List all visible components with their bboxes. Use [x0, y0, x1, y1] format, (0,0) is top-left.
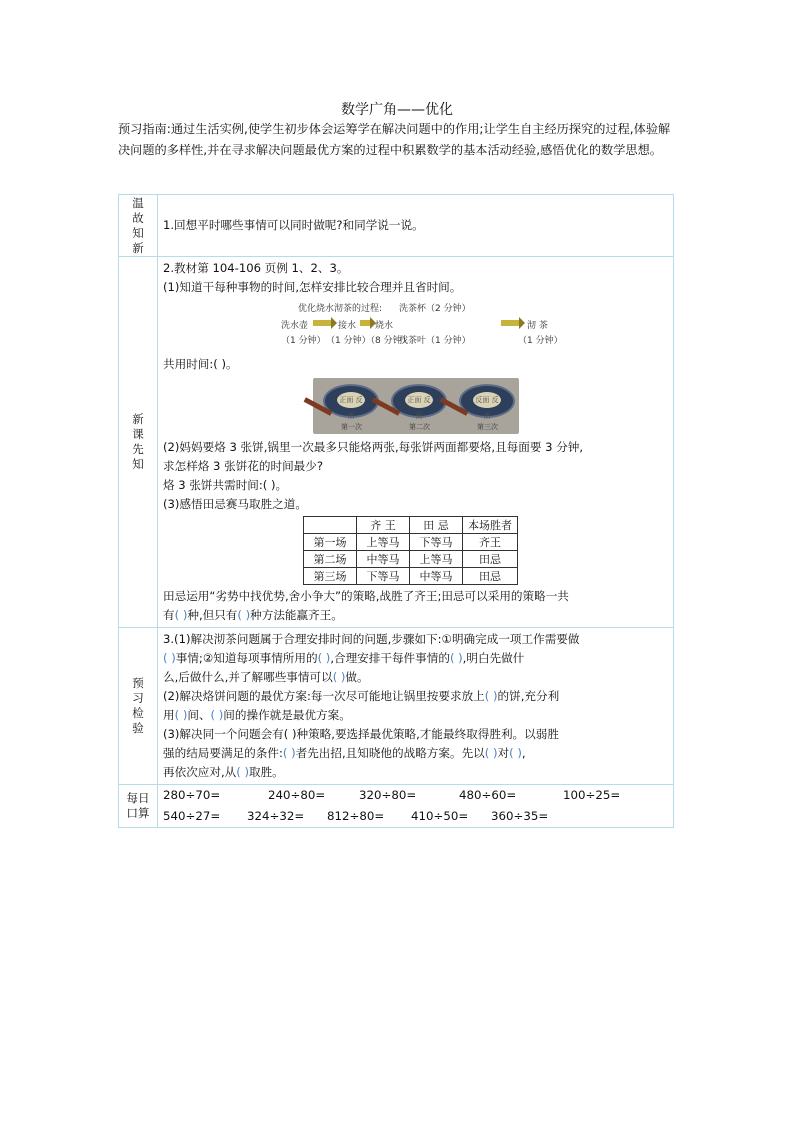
- answer-blank[interactable]: ( ): [449, 651, 463, 665]
- flow-time-3: （8 分钟）: [366, 336, 411, 346]
- review-question: 1.回想平时哪些事情可以同时做呢?和同学说一说。: [163, 218, 424, 232]
- worksheet-table: [118, 194, 674, 828]
- preview-guide: 预习指南:通过生活实例,使学生初步体会运筹学在解决问题中的作用;让学生自主经历探究的过程,体验解决问题的多样性,并在寻求解决问题最优方案的过程中积累数学的基本活动经验,感悟优化的数学思想。: [118, 122, 671, 157]
- section-label-oral: 每日口算: [119, 785, 158, 828]
- pan-caption-1: 第一次: [341, 423, 362, 431]
- question-2a: (2)妈妈要烙 3 张饼,锅里一次最多只能烙两张,每张饼两面都要烙,且每面要 3 分钟,: [163, 440, 584, 454]
- table-header: 齐 王 田 忌 本场胜者: [304, 517, 518, 534]
- tea-flowchart: [163, 299, 673, 351]
- strategy-text-2: 有( )种,但只有( )种方法能赢齐王。: [163, 608, 343, 622]
- flow-wash-cups: 洗茶杯（2 分钟）: [399, 304, 471, 314]
- table-row: 第一场 上等马 下等马 齐王: [304, 534, 518, 551]
- textbook-ref: 2.教材第 104-106 页例 1、2、3。: [163, 261, 349, 275]
- flow-time-2: （1 分钟）: [326, 336, 371, 346]
- answer-blank[interactable]: ( ): [282, 746, 296, 760]
- oral-cell: [158, 785, 674, 828]
- answer-blank[interactable]: ( ): [484, 746, 498, 760]
- check-line-1: 3.(1)解决沏茶问题属于合理安排时间的问题,步骤如下:①明确完成一项工作需要做: [163, 632, 580, 646]
- answer-blank[interactable]: ( ): [210, 708, 224, 722]
- answer-blank[interactable]: ( ): [484, 689, 498, 703]
- page-title: 数学广角——优化: [341, 102, 453, 118]
- check-line-3: 么,后做什么,并了解哪些事情可以( )做。: [163, 670, 369, 684]
- check-line-2: ( )事情;②知道每项事情所用的( ),合理安排干每件事情的( ),明白先做什: [163, 651, 525, 665]
- check-cell: [158, 628, 674, 785]
- answer-blank[interactable]: ( ): [236, 765, 249, 779]
- flow-wash-kettle: 洗水壶: [281, 321, 309, 331]
- check-line-6: (3)解决同一个问题会有( )种策略,要选择最优策略,才能最终取得胜利。以弱胜: [163, 727, 559, 741]
- answer-blank[interactable]: ( ): [174, 708, 188, 722]
- arrow-icon: [313, 320, 331, 326]
- flow-time-4: （1 分钟）: [518, 336, 563, 346]
- review-cell: [158, 195, 674, 257]
- flow-boil: 烧水: [375, 321, 394, 331]
- flow-heading: 优化烧水沏茶的过程:: [298, 304, 383, 314]
- table-row: 第二场 中等马 上等马 田忌: [304, 551, 518, 568]
- flow-fill: 接水: [338, 321, 357, 331]
- pan-caption-3: 第三次: [477, 423, 498, 431]
- section-label-review: 温故知新: [119, 195, 158, 257]
- check-line-5: 用( )间、( )间的操作就是最优方案。: [163, 708, 351, 722]
- flow-find-tea: 找茶叶（1 分钟）: [399, 336, 471, 346]
- check-line-8: 再依次应对,从( )取胜。: [163, 765, 284, 779]
- arrow-icon: [360, 320, 370, 326]
- section-label-check: 预习检验: [119, 628, 158, 785]
- arrow-icon: [501, 320, 519, 326]
- answer-blank[interactable]: ( ): [237, 608, 251, 622]
- question-2b: 求怎样烙 3 张饼花的时间最少?: [163, 459, 324, 473]
- oral-row-1: 280÷70= 240÷80= 320÷80= 480÷60= 100÷25=: [163, 788, 621, 802]
- oral-row-2: 540÷27= 324÷32= 812÷80= 410÷50= 360÷35=: [163, 809, 549, 823]
- answer-blank[interactable]: ( ): [174, 608, 188, 622]
- check-line-4: (2)解决烙饼问题的最优方案:每一次尽可能地让锅里按要求放上( )的饼,充分利: [163, 689, 560, 703]
- pan-icon: 正面 反面: [391, 384, 447, 418]
- table-row: 第三场 下等马 中等马 田忌: [304, 568, 518, 585]
- section-label-new: 新课先知: [119, 257, 158, 628]
- answer-blank[interactable]: ( ): [317, 651, 331, 665]
- flow-time-1: （1 分钟）: [281, 336, 326, 346]
- pancake-pans-image: [313, 378, 519, 434]
- pan-icon: 反面 反面: [459, 384, 515, 418]
- answer-blank[interactable]: ( ): [509, 746, 522, 760]
- total-time-1: 共用时间:( )。: [163, 357, 238, 371]
- strategy-text: 田忌运用“劣势中找优势,舍小争大”的策略,战胜了齐王;田忌可以采用的策略一共: [163, 589, 569, 603]
- flow-make-tea: 沏 茶: [527, 321, 548, 331]
- pan-caption-2: 第二次: [409, 423, 430, 431]
- question-3: (3)感悟田忌赛马取胜之道。: [163, 497, 307, 511]
- check-line-7: 强的结局要满足的条件:( )者先出招,且知晓他的战略方案。先以( )对( ),: [163, 746, 526, 760]
- new-lesson-cell: [158, 257, 674, 628]
- pan-icon: 正面 反面: [323, 384, 379, 418]
- answer-blank[interactable]: ( ): [163, 651, 176, 665]
- question-1: (1)知道干每种事物的时间,怎样安排比较合理并且省时间。: [163, 280, 462, 294]
- answer-blank[interactable]: ( ): [332, 670, 346, 684]
- total-time-2: 烙 3 张饼共需时间:( )。: [163, 478, 288, 492]
- horse-race-table: [303, 516, 518, 585]
